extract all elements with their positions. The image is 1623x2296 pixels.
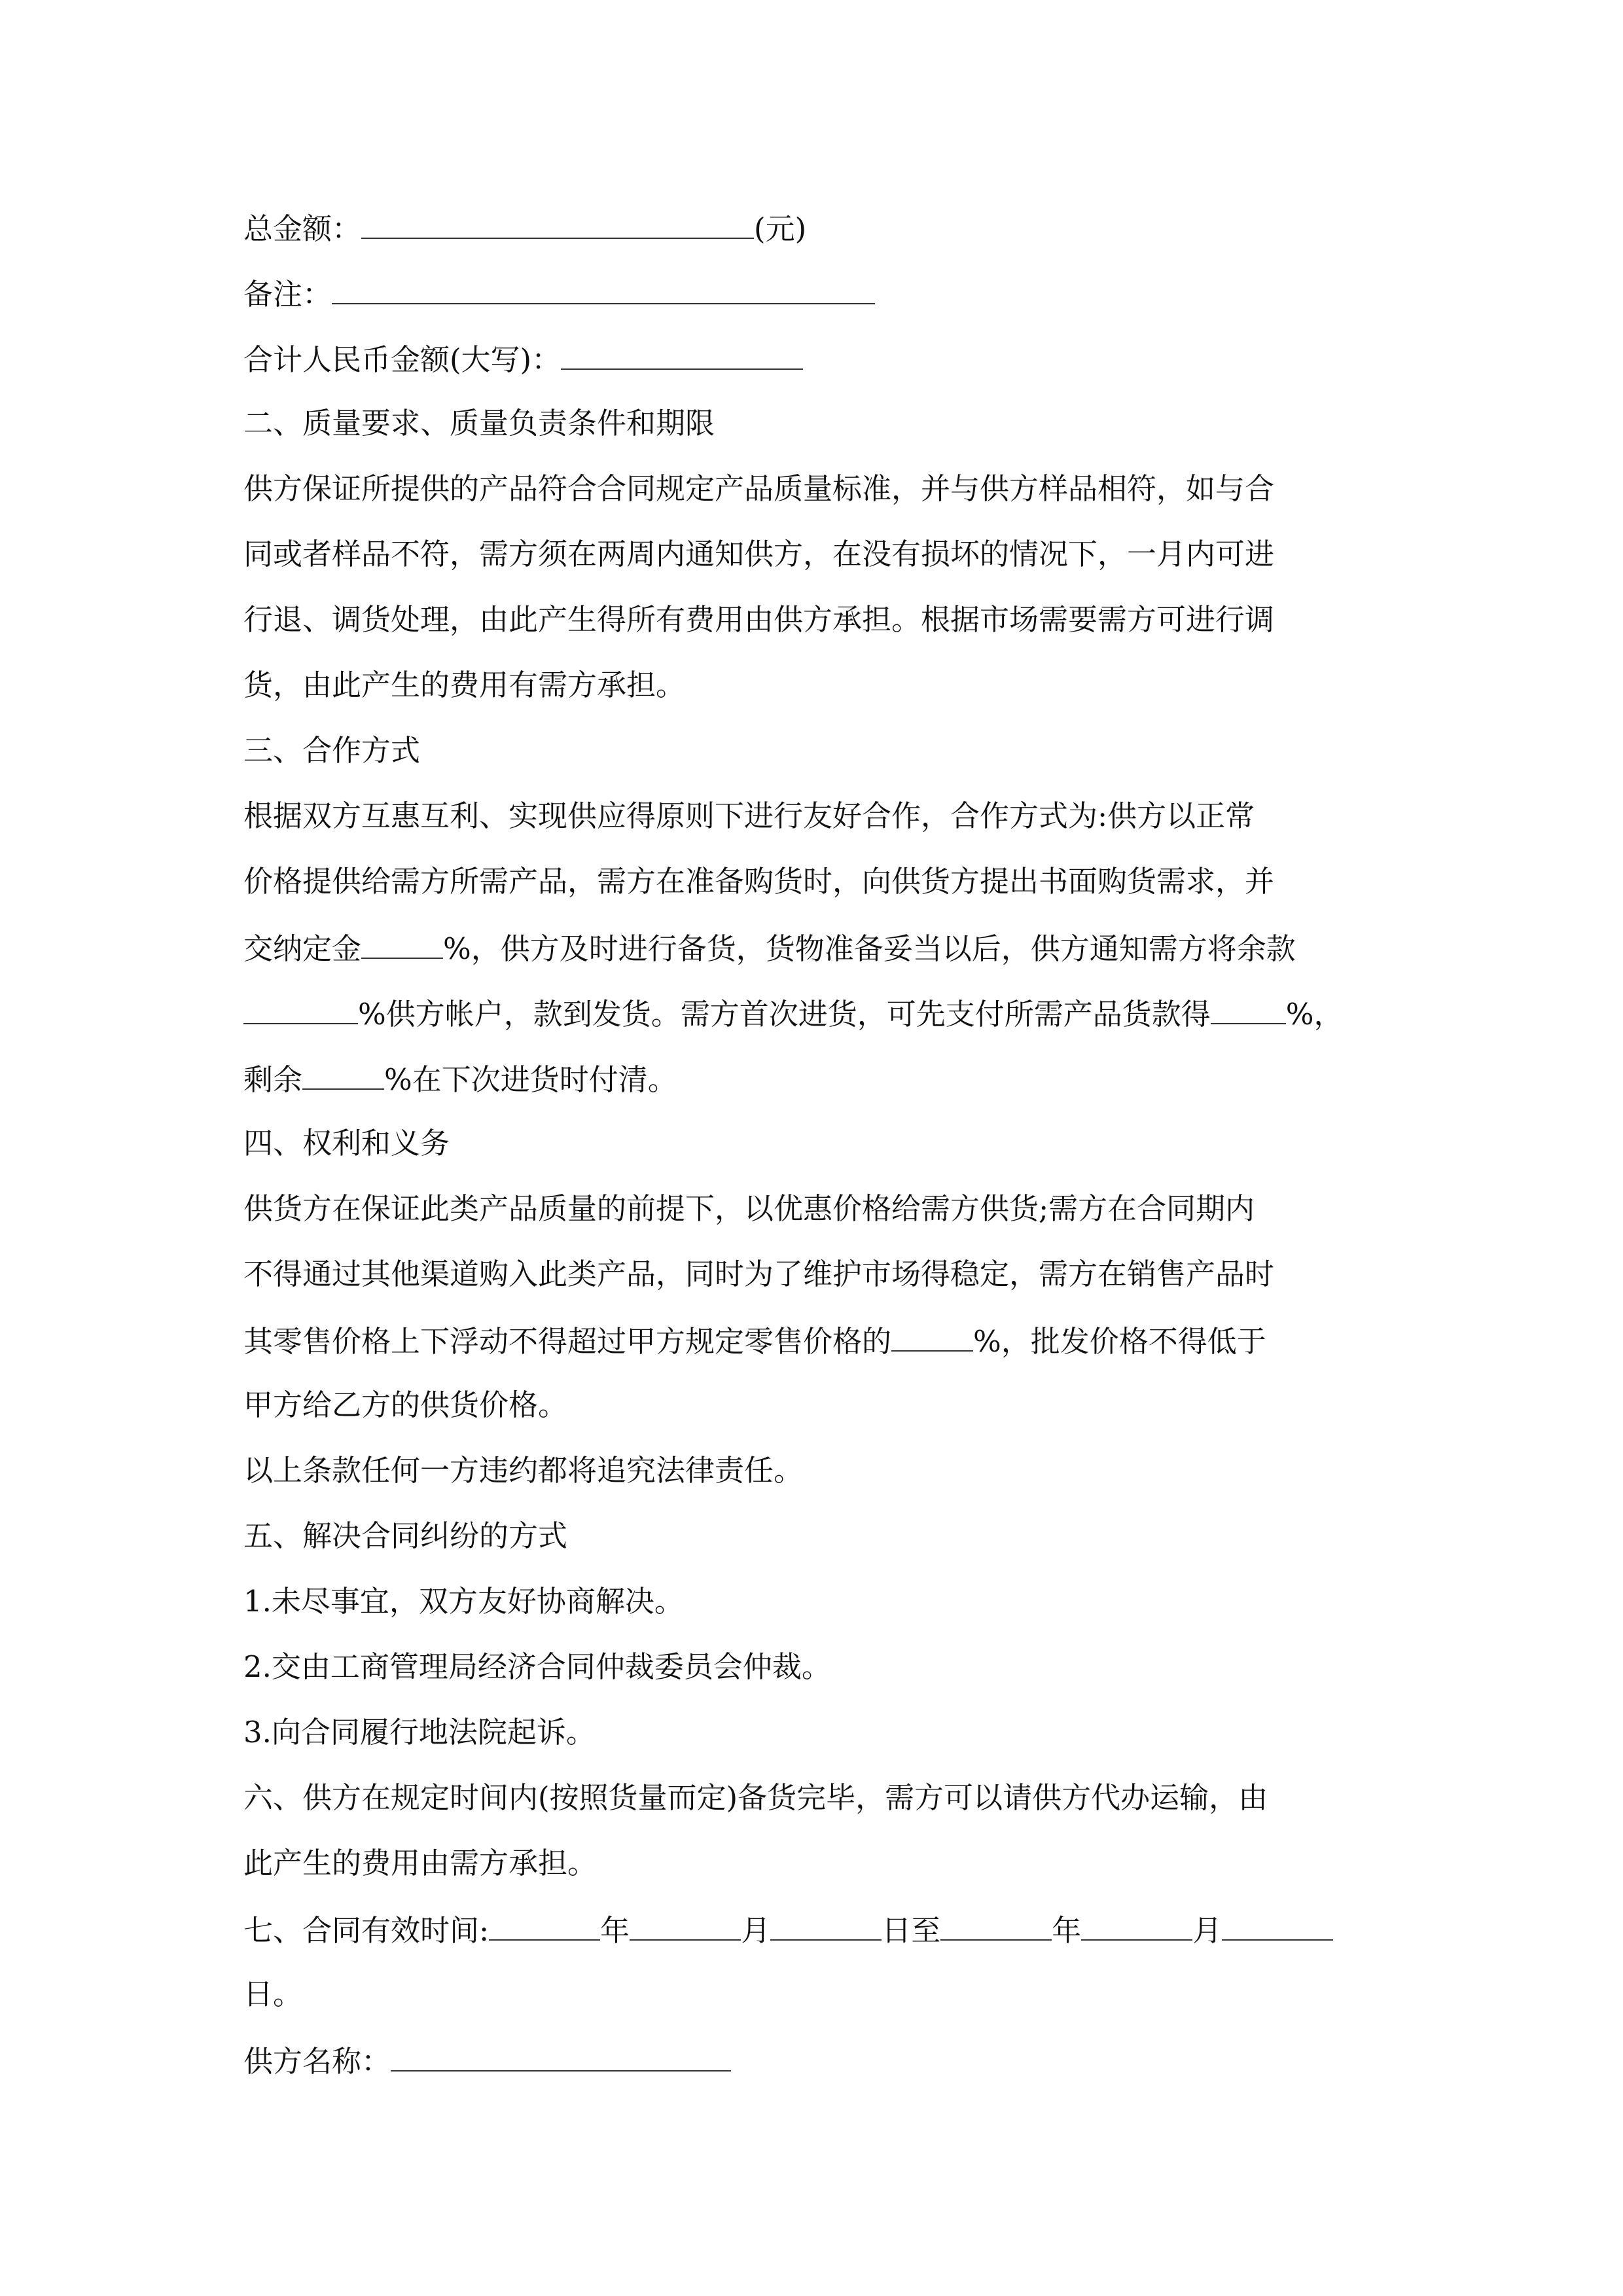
text-fragment: 年 [1052,1913,1082,1948]
end-year-blank [940,1909,1052,1941]
section-2-text: 行退、调货处理，由此产生得所有费用由供方承担。根据市场需要需方可进行调 [243,602,1275,637]
supplier-name-label: 供方名称： [243,2044,391,2079]
supplier-name-line [243,2040,731,2079]
start-day-blank [770,1909,882,1941]
section-2-text: 货，由此产生的费用有需方承担。 [243,668,686,702]
text-fragment: 年 [600,1913,630,1948]
validity-end-line: 日。 [243,1977,303,2011]
rmb-total-blank [561,338,803,370]
text-fragment: 交纳定金 [243,931,362,966]
remark-blank [332,273,875,304]
balance-percent-blank [243,993,358,1024]
validity-period-line [243,1909,1333,1948]
section-3-text [243,993,1344,1032]
start-month-blank [630,1909,741,1941]
section-5-heading: 五、解决合同纠纷的方式 [243,1518,568,1553]
remaining-percent-blank [302,1058,384,1090]
section-5-item: 1.未尽事宜，双方友好协商解决。 [243,1584,684,1619]
section-6-text: 六、供方在规定时间内(按照货量而定)备货完毕，需方可以请供方代办运输，由 [243,1780,1268,1815]
total-amount-line [243,207,806,247]
section-3-text [243,927,1296,967]
text-fragment: %， [1285,997,1344,1031]
section-4-text: 供货方在保证此类产品质量的前提下，以优惠价格给需方供货;需方在合同期内 [243,1191,1255,1226]
text-fragment: %供方帐户，款到发货。需方首次进货，可先支付所需产品货款得 [358,997,1211,1031]
text-fragment: 剩余 [243,1062,303,1097]
text-fragment: 日至 [882,1913,941,1948]
section-2-text: 供方保证所提供的产品符合合同规定产品质量标准，并与供方样品相符，如与合 [243,471,1275,506]
remark-label: 备注： [243,277,332,312]
section-4-text: 不得通过其他渠道购入此类产品，同时为了维护市场得稳定，需方在销售产品时 [243,1257,1275,1291]
text-fragment: 月 [741,1913,771,1948]
first-payment-percent-blank [1211,993,1286,1024]
section-5-item: 2.交由工商管理局经济合同仲裁委员会仲裁。 [243,1649,831,1684]
section-4-text: 以上条款任何一方违约都将追究法律责任。 [243,1453,804,1488]
section-2-text: 同或者样品不符，需方须在两周内通知供方，在没有损坏的情况下，一月内可进 [243,537,1275,571]
text-fragment: %，供方及时进行备货，货物准备妥当以后，供方通知需方将余款 [443,931,1296,966]
remark-line [243,273,875,312]
validity-label: 七、合同有效时间: [243,1913,490,1948]
section-2-heading: 二、质量要求、质量负责条件和期限 [243,406,715,440]
section-4-heading: 四、权利和义务 [243,1126,450,1160]
deposit-percent-blank [361,927,443,959]
start-year-blank [489,1909,600,1941]
section-3-text: 价格提供给需方所需产品，需方在准备购货时，向供货方提出书面购货需求，并 [243,864,1275,899]
supplier-name-blank [391,2040,731,2072]
text-fragment: %在下次进货时付清。 [384,1062,677,1097]
section-3-text [243,1058,677,1098]
section-4-text [243,1320,1266,1359]
end-month-blank [1081,1909,1192,1941]
section-6-text: 此产生的费用由需方承担。 [243,1846,597,1880]
text-fragment: %，批发价格不得低于 [973,1324,1266,1359]
end-day-blank [1222,1909,1333,1941]
rmb-total-line [243,338,803,378]
rmb-total-label: 合计人民币金额(大写)： [243,342,562,377]
section-3-text: 根据双方互惠互利、实现供应得原则下进行友好合作，合作方式为:供方以正常 [243,798,1255,833]
total-amount-unit: (元) [754,211,807,246]
section-4-text: 甲方给乙方的供货价格。 [243,1388,568,1422]
price-float-percent-blank [891,1320,973,1352]
total-amount-label: 总金额： [243,211,362,246]
text-fragment: 月 [1192,1913,1222,1948]
section-3-heading: 三、合作方式 [243,733,421,768]
section-5-item: 3.向合同履行地法院起诉。 [243,1715,596,1749]
total-amount-blank [361,207,754,239]
text-fragment: 其零售价格上下浮动不得超过甲方规定零售价格的 [243,1324,892,1359]
